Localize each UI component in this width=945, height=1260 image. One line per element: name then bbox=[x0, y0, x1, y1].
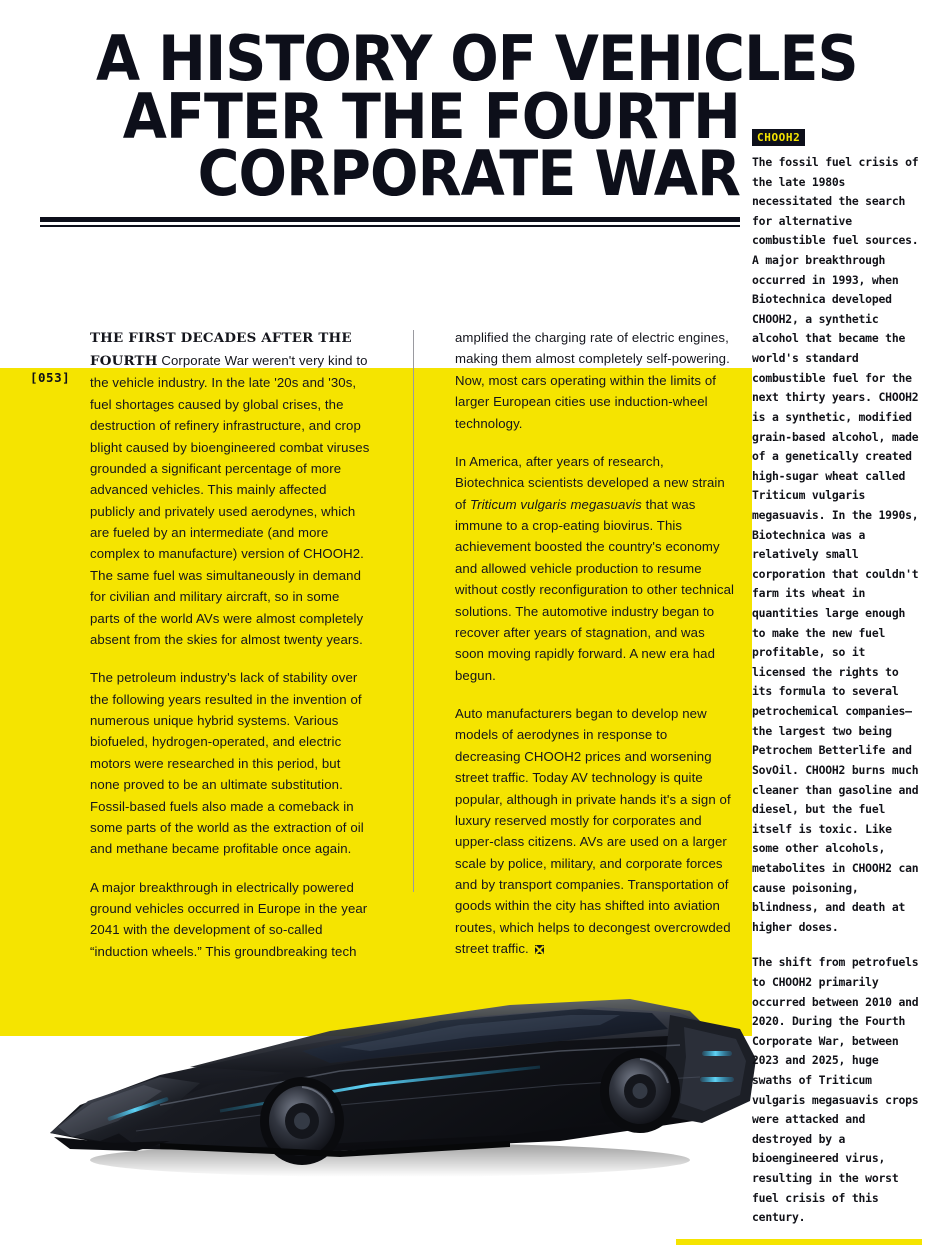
paragraph-1-rest: Corporate War weren't very kind to the vehicle industry. In the late '20s and '30s, fuel shortages caused by global crises, the destruction of refinery infrastructure, and crop blight caused by bioengineered combat viruses grounded a significant percentage of more advanced vehicles. This mainly affected publicly and privately used aerodynes, which are fueled by an intermediate (and more complex to manufacture) version of CHOOH2. The same fuel was simultaneously in demand for civilian and military aircraft, so in some parts of the world AVs were almost completely absent from the skies for almost twenty years. bbox=[90, 352, 370, 647]
paragraph-1 bbox=[90, 327, 370, 650]
car-rear-wheel bbox=[600, 1049, 680, 1133]
title-line-2: AFTER THE FOURTH bbox=[122, 79, 741, 153]
car-taillight-lower bbox=[700, 1077, 734, 1082]
lead-in-text: THE FIRST DECADES AFTER THE FOURTH bbox=[90, 330, 352, 369]
paragraph-5 bbox=[455, 451, 735, 686]
species-name-italic: Triticum vulgaris megasuavis bbox=[469, 496, 642, 512]
bottom-accent-rule bbox=[676, 1239, 922, 1245]
title-rule-thin bbox=[40, 225, 740, 227]
end-mark-icon bbox=[535, 945, 544, 954]
body-column-two bbox=[455, 327, 735, 977]
paragraph-4: amplified the charging rate of electric engines, making them almost completely self-powering. Now, most cars operating within the limits of larger European cities use induction-wheel technology. bbox=[455, 330, 730, 431]
title-rule-thick bbox=[40, 217, 740, 222]
paragraph-2: The petroleum industry's lack of stability over the following years resulted in the invention of numerous unique hybrid systems. Various biofueled, hydrogen-operated, and electric motors were researched in this period, but none proved to be an ultimate substitution. Fossil-based fuels also made a comeback in some parts of the world as the extraction of oil and methane became profitable once again. bbox=[90, 670, 364, 857]
paragraph-6 bbox=[455, 703, 735, 960]
sidebar-paragraph-1: The fossil fuel crisis of the late 1980s necessitated the search for alternative combustible fuel sources. A major breakthrough occurred in 1993, when Biotechnica developed CHOOH2, a synthetic alcohol that became the world's standard combustible fuel for the next thirty years. CHOOH2 is a synthetic, modified grain-based alcohol, made of a genetically created high-sugar wheat called Triticum vulgaris megasuavis. In the 1990s, Biotechnica was a relatively small corporation that couldn't farm its wheat in quantities large enough to make the new fuel profitable, so it licensed the rights to its formula to several petrochemical companies—the largest two being Petrochem Betterlife and SovOil. CHOOH2 burns much cleaner than gasoline and diesel, but the fuel itself is toxic. Like some other alcohols, metabolites in CHOOH2 can cause poisoning, blindness, and death at higher doses. bbox=[752, 155, 919, 934]
page-number: [053] bbox=[30, 370, 71, 385]
paragraph-3: A major breakthrough in electrically powered ground vehicles occurred in Europe in the year 2041 with the development of so-called “induction wheels.” This groundbreaking tech bbox=[90, 879, 368, 959]
sidebar-tag-label: CHOOH2 bbox=[752, 129, 805, 146]
car-taillight-upper bbox=[702, 1051, 732, 1056]
sidebar-chooh2 bbox=[752, 128, 922, 1244]
title-line-1: A HISTORY OF VEHICLES bbox=[96, 22, 858, 95]
futuristic-car-illustration bbox=[40, 955, 760, 1185]
body-column-one bbox=[90, 327, 370, 979]
title-line-3: CORPORATE WAR bbox=[197, 137, 740, 211]
sidebar-paragraph-2: The shift from petrofuels to CHOOH2 primarily occurred between 2010 and 2020. During the Fourth Corporate War, between 2023 and 2025, huge swaths of Triticum vulgaris megasuavis crops were attacked and destroyed by a bioengineered virus, resulting in the worst fuel crisis of this century. bbox=[752, 955, 919, 1225]
paragraph-5-b: that was immune to a crop-eating biovirus. This achievement boosted the country's economy and allowed vehicle production to resume without costly reconfiguration to other technical solutions. The automotive industry began to recover after years of stagnation, and was soon moving rapidly forward. A new era had begun. bbox=[455, 496, 735, 683]
paragraph-6-text: Auto manufacturers began to develop new models of aerodynes in response to decreasing CHOOH2 prices and worsening street traffic. Today AV technology is quite popular, although in private hands it's a sign of luxury reserved mostly for corporates and upper-class citizens. AVs are used on a larger scale by police, military, and corporate forces and by transport companies. Transportation of goods within the city has shifted into aviation routes, which helps to decongest overcrowded street traffic. bbox=[455, 706, 731, 957]
column-divider bbox=[413, 330, 414, 892]
paragraph-5-a: In America, after years of research, Biotechnica scientists developed a new strain of bbox=[455, 453, 725, 512]
